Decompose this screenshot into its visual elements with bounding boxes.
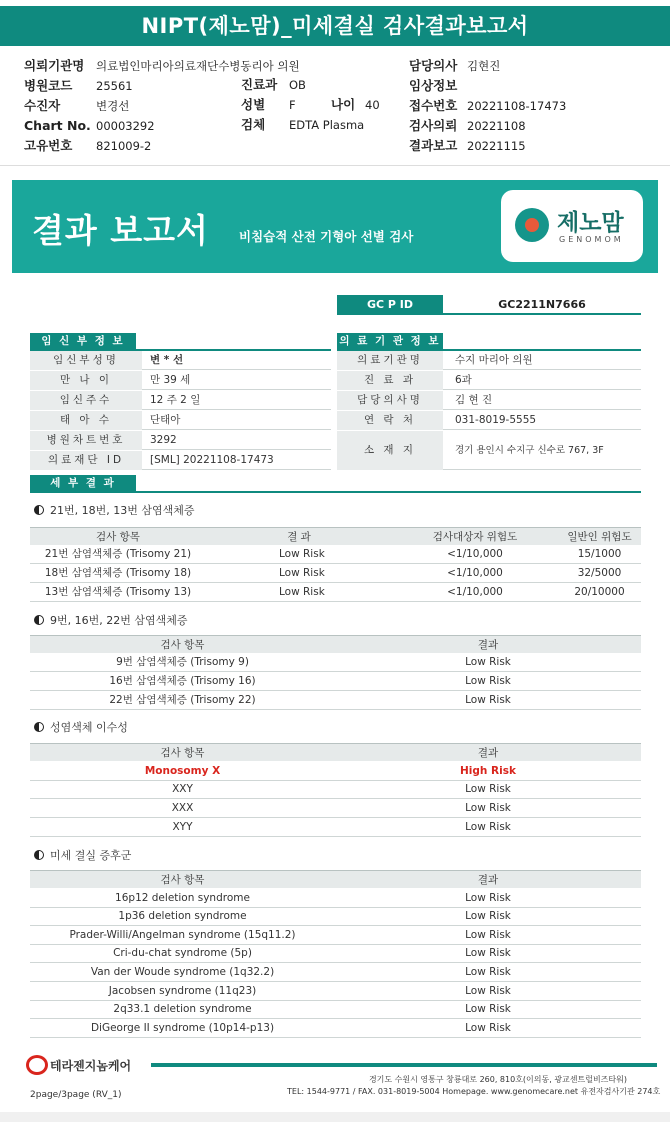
- header-divider: [0, 165, 670, 166]
- table-row-high-risk: Monosomy X High Risk: [30, 762, 641, 781]
- header-field-report-date: 결과보고 20221115: [409, 138, 526, 153]
- header-right: [409, 56, 566, 156]
- report-banner: [12, 180, 658, 273]
- header-mid: [241, 75, 380, 135]
- header-field-sex: 성별 F 나이 40: [241, 97, 380, 112]
- section-heading-sex-chromosome: 성염색체 이수성: [34, 719, 128, 735]
- table-row: XXX Low Risk: [30, 799, 641, 818]
- table-row: Van der Woude syndrome (1q32.2) Low Risk: [30, 963, 641, 982]
- pregnancy-info-tab: 임 신 부 정 보: [30, 333, 136, 350]
- section-heading-trisomy-21-18-13: 21번, 18번, 13번 삼염색체증: [34, 502, 194, 518]
- table-row: 9번 삼염색체증 (Trisomy 9) Low Risk: [30, 653, 641, 672]
- genomom-logo-icon: [515, 208, 549, 242]
- detail-results-rule: [30, 491, 641, 493]
- gcpid-label: GC P ID: [337, 295, 443, 315]
- pregnancy-row: 의료재단 ID [SML] 20221108-17473: [30, 451, 331, 470]
- logo-name: 제노맘: [557, 210, 624, 236]
- institution-row: 의료기관명 수지 마리아 의원: [337, 351, 641, 370]
- header-field-request-date: 검사의뢰 20221108: [409, 118, 526, 133]
- pregnancy-row: 임신부성명 변 * 선: [30, 351, 331, 370]
- header-field-receipt-no: 접수번호 20221108-17473: [409, 98, 567, 113]
- header-field-hospital-code: 병원코드 25561: [24, 78, 133, 93]
- table-row: 21번 삼염색체증 (Trisomy 21) Low Risk <1/10,000 15/1000: [30, 545, 641, 564]
- footer-address-line: 경기도 수원시 영통구 창룡대로 260, 810호(이의동, 광교센트럴비즈타워): [368, 1075, 627, 1084]
- header-field-specimen: 검체 EDTA Plasma: [241, 117, 365, 132]
- report-title: NIPT(제노맘)_미세결실 검사결과보고서: [0, 6, 670, 46]
- table-row: 1p36 deletion syndrome Low Risk: [30, 907, 641, 926]
- detail-results-tab: 세 부 결 과: [30, 475, 136, 492]
- table-row: 16번 삼염색체증 (Trisomy 16) Low Risk: [30, 672, 641, 691]
- company-logo-icon: [26, 1055, 48, 1075]
- table-header: 검사 항목 결과: [30, 743, 641, 761]
- pregnancy-row: 임신주수 12 주 2 일: [30, 391, 331, 410]
- table-row: 16p12 deletion syndrome Low Risk: [30, 889, 641, 908]
- pregnancy-row: 만 나 이 만 39 세: [30, 371, 331, 390]
- header-age-value: 40: [365, 98, 380, 112]
- institution-info-tab: 의 료 기 관 정 보: [337, 333, 443, 350]
- table-row: 13번 삼염색체증 (Trisomy 13) Low Risk <1/10,000 20/10000: [30, 583, 641, 602]
- table-row: XXY Low Risk: [30, 780, 641, 799]
- institution-row: 담당의사명 김 현 진: [337, 391, 641, 410]
- header-field-institution: 의뢰기관명 의료법인마리아의료재단수병동리아 의원: [24, 58, 300, 73]
- table-header: 검사 항목 결과: [30, 635, 641, 653]
- table-row: XYY Low Risk: [30, 818, 641, 837]
- gcpid-field: [337, 295, 641, 315]
- section-heading-microdeletion: 미세 결실 증후군: [34, 847, 131, 863]
- table-row: Jacobsen syndrome (11q23) Low Risk: [30, 982, 641, 1001]
- banner-subtitle: 비침습적 산전 기형아 선별 검사: [239, 229, 414, 244]
- pregnancy-row: 병원차트번호 3292: [30, 431, 331, 450]
- section-heading-trisomy-9-16-22: 9번, 16번, 22번 삼염색체증: [34, 612, 187, 628]
- header-field-clinical-info: 임상정보: [409, 78, 458, 93]
- genomom-logo: [501, 190, 643, 262]
- header-age-label: 나이: [331, 97, 356, 112]
- table-header: 검사 항목 결 과 검사대상자 위험도 일반인 위험도: [30, 527, 641, 545]
- table-row: Prader-Willi/Angelman syndrome (15q11.2) Low Risk: [30, 926, 641, 945]
- footer-address: [287, 1074, 661, 1098]
- company-logo: 테라젠지놈케어: [26, 1055, 131, 1075]
- header-field-chart-no: Chart No. 00003292: [24, 118, 155, 133]
- footer-contact-line: TEL: 1544-9771 / FAX. 031-8019-5004 Homepage. www.genomecare.net 유전자검사기관 274호: [287, 1087, 661, 1096]
- header-field-unique-no: 고유번호 821009-2: [24, 138, 152, 153]
- institution-row: 소 재 지 경기 용인시 수지구 신수로 767, 3F: [337, 431, 641, 470]
- table-header: 검사 항목 결과: [30, 870, 641, 888]
- banner-title: 결과 보고서: [32, 211, 209, 250]
- page-number: 2page/3page (RV_1): [30, 1090, 122, 1100]
- header-field-dept: 진료과 OB: [241, 77, 306, 92]
- table-row: Cri-du-chat syndrome (5p) Low Risk: [30, 944, 641, 963]
- institution-row: 연 락 처 031-8019-5555: [337, 411, 641, 430]
- table-row: 2q33.1 deletion syndrome Low Risk: [30, 1000, 641, 1019]
- half-circle-icon: [34, 722, 44, 732]
- gcpid-value: GC2211N7666: [443, 295, 641, 315]
- table-row: DiGeorge II syndrome (10p14-p13) Low Risk: [30, 1019, 641, 1038]
- footer-rule: [151, 1063, 657, 1067]
- half-circle-icon: [34, 505, 44, 515]
- table-row: 22번 삼염색체증 (Trisomy 22) Low Risk: [30, 691, 641, 710]
- half-circle-icon: [34, 615, 44, 625]
- header-field-doctor: 담당의사 김현진: [409, 58, 501, 73]
- logo-subtext: GENOMOM: [559, 235, 624, 244]
- header-field-patient: 수진자 변경선: [24, 98, 130, 113]
- bottom-bar: [0, 1112, 670, 1122]
- institution-row: 진 료 과 6과: [337, 371, 641, 390]
- table-row: 18번 삼염색체증 (Trisomy 18) Low Risk <1/10,000 32/5000: [30, 564, 641, 583]
- half-circle-icon: [34, 850, 44, 860]
- pregnancy-row: 태 아 수 단태아: [30, 411, 331, 430]
